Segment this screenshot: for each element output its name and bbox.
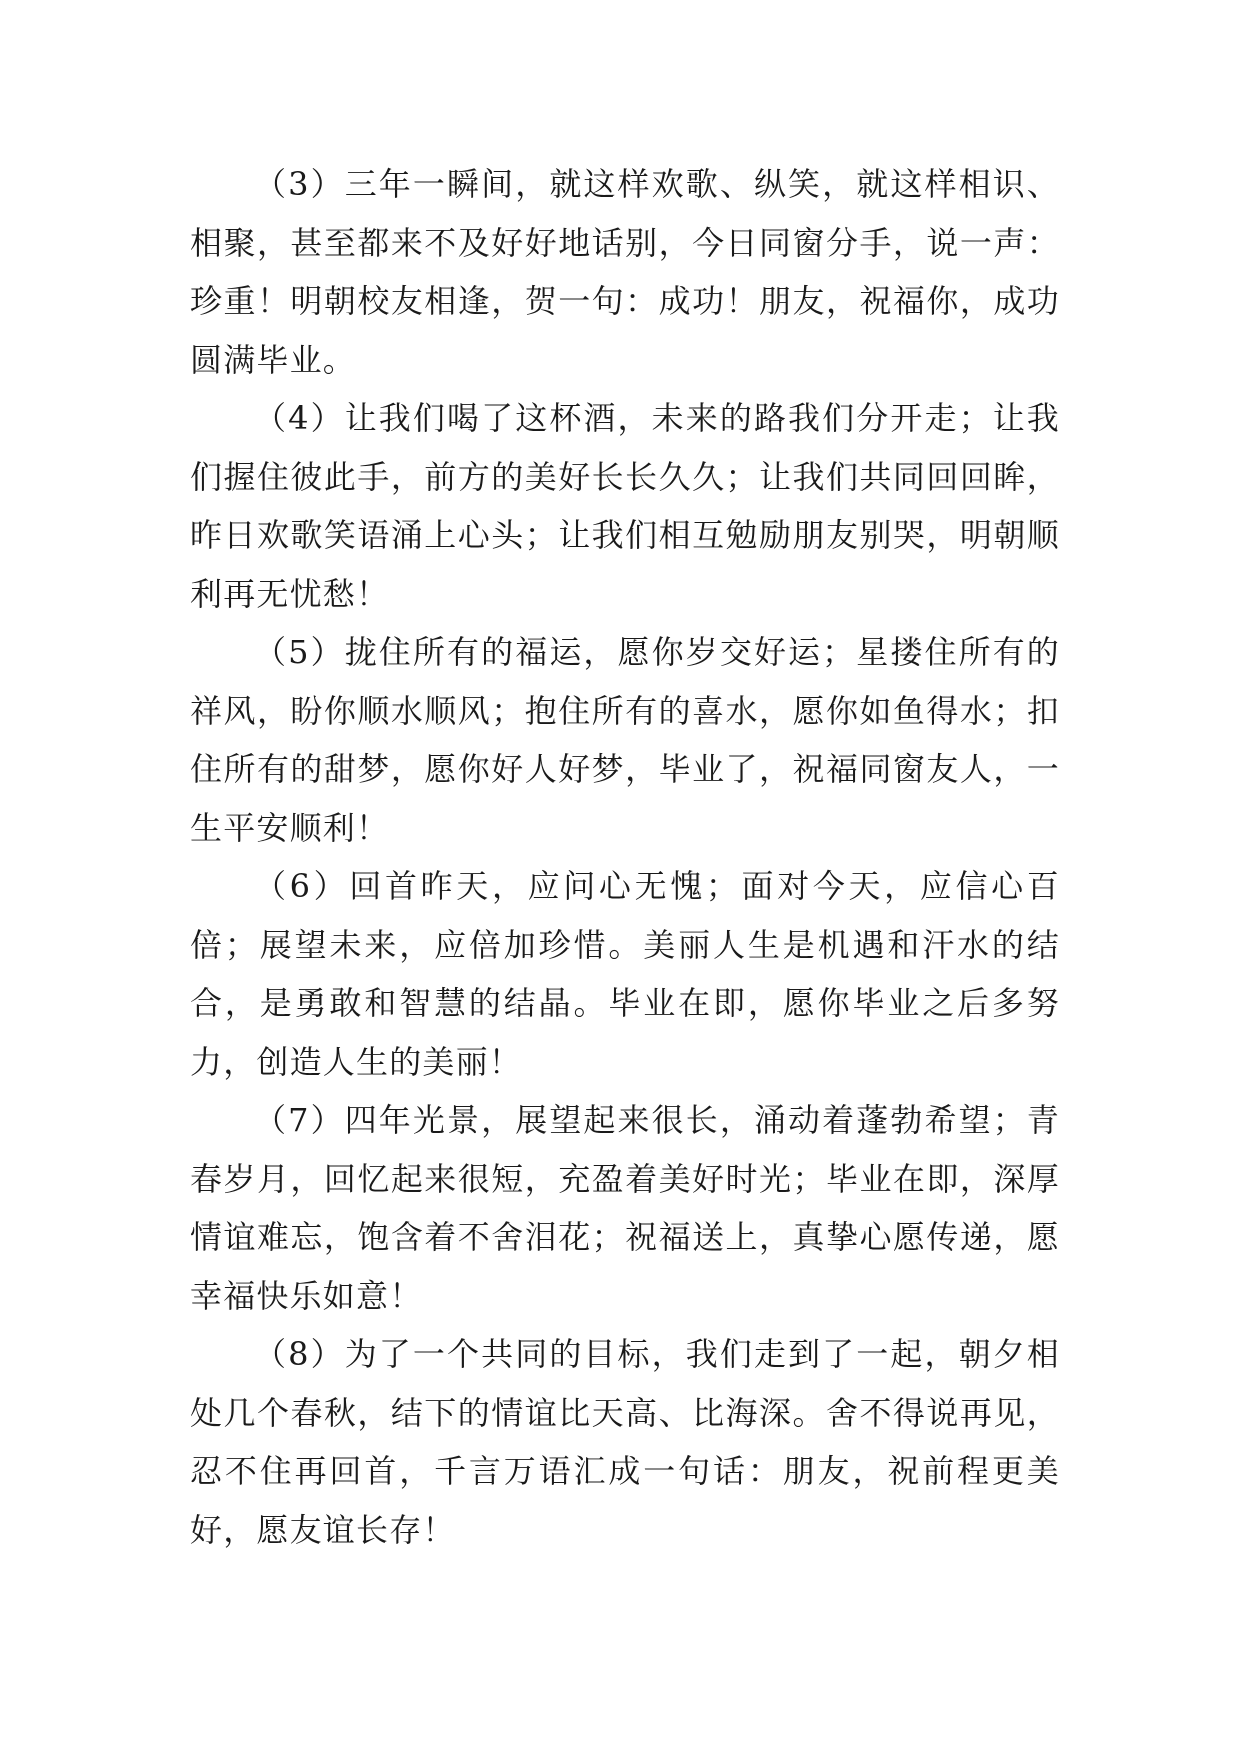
paragraph-5	[190, 623, 1060, 857]
paragraph-6	[190, 857, 1060, 1091]
paragraph-number: （8）	[254, 1335, 345, 1373]
paragraph-text: 拢住所有的福运，愿你岁交好运；星搂住所有的祥风，盼你顺水顺风；抱住所有的喜水，愿你如鱼得水；扣住所有的甜梦，愿你好人好梦，毕业了，祝福同窗友人，一生平安顺利！	[190, 633, 1061, 847]
paragraph-7	[190, 1091, 1060, 1325]
paragraph-number: （4）	[254, 399, 345, 437]
paragraph-number: （7）	[254, 1101, 345, 1139]
paragraph-8	[190, 1325, 1060, 1559]
paragraph-text: 让我们喝了这杯酒，未来的路我们分开走；让我们握住彼此手，前方的美好长长久久；让我们共同回回眸，昨日欢歌笑语涌上心头；让我们相互勉励朋友别哭，明朝顺利再无忧愁！	[190, 399, 1061, 613]
document-body	[190, 155, 1060, 1559]
paragraph-number: （3）	[254, 165, 345, 203]
paragraph-text: 为了一个共同的目标，我们走到了一起，朝夕相处几个春秋，结下的情谊比天高、比海深。舍不得说再见，忍不住再回首，千言万语汇成一句话：朋友，祝前程更美好，愿友谊长存！	[190, 1335, 1061, 1549]
paragraph-text: 三年一瞬间，就这样欢歌、纵笑，就这样相识、相聚，甚至都来不及好好地话别，今日同窗分手，说一声：珍重！明朝校友相逢，贺一句：成功！朋友，祝福你，成功圆满毕业。	[190, 165, 1061, 379]
paragraph-3	[190, 155, 1060, 389]
paragraph-text: 回首昨天，应问心无愧；面对今天，应信心百倍；展望未来，应倍加珍惜。美丽人生是机遇和汗水的结合，是勇敢和智慧的结晶。毕业在即，愿你毕业之后多努力，创造人生的美丽！	[190, 867, 1060, 1081]
paragraph-text: 四年光景，展望起来很长，涌动着蓬勃希望；青春岁月，回忆起来很短，充盈着美好时光；毕业在即，深厚情谊难忘，饱含着不舍泪花；祝福送上，真挚心愿传递，愿幸福快乐如意！	[190, 1101, 1061, 1315]
paragraph-number: （5）	[254, 633, 345, 671]
paragraph-4	[190, 389, 1060, 623]
paragraph-number: （6）	[254, 867, 350, 905]
